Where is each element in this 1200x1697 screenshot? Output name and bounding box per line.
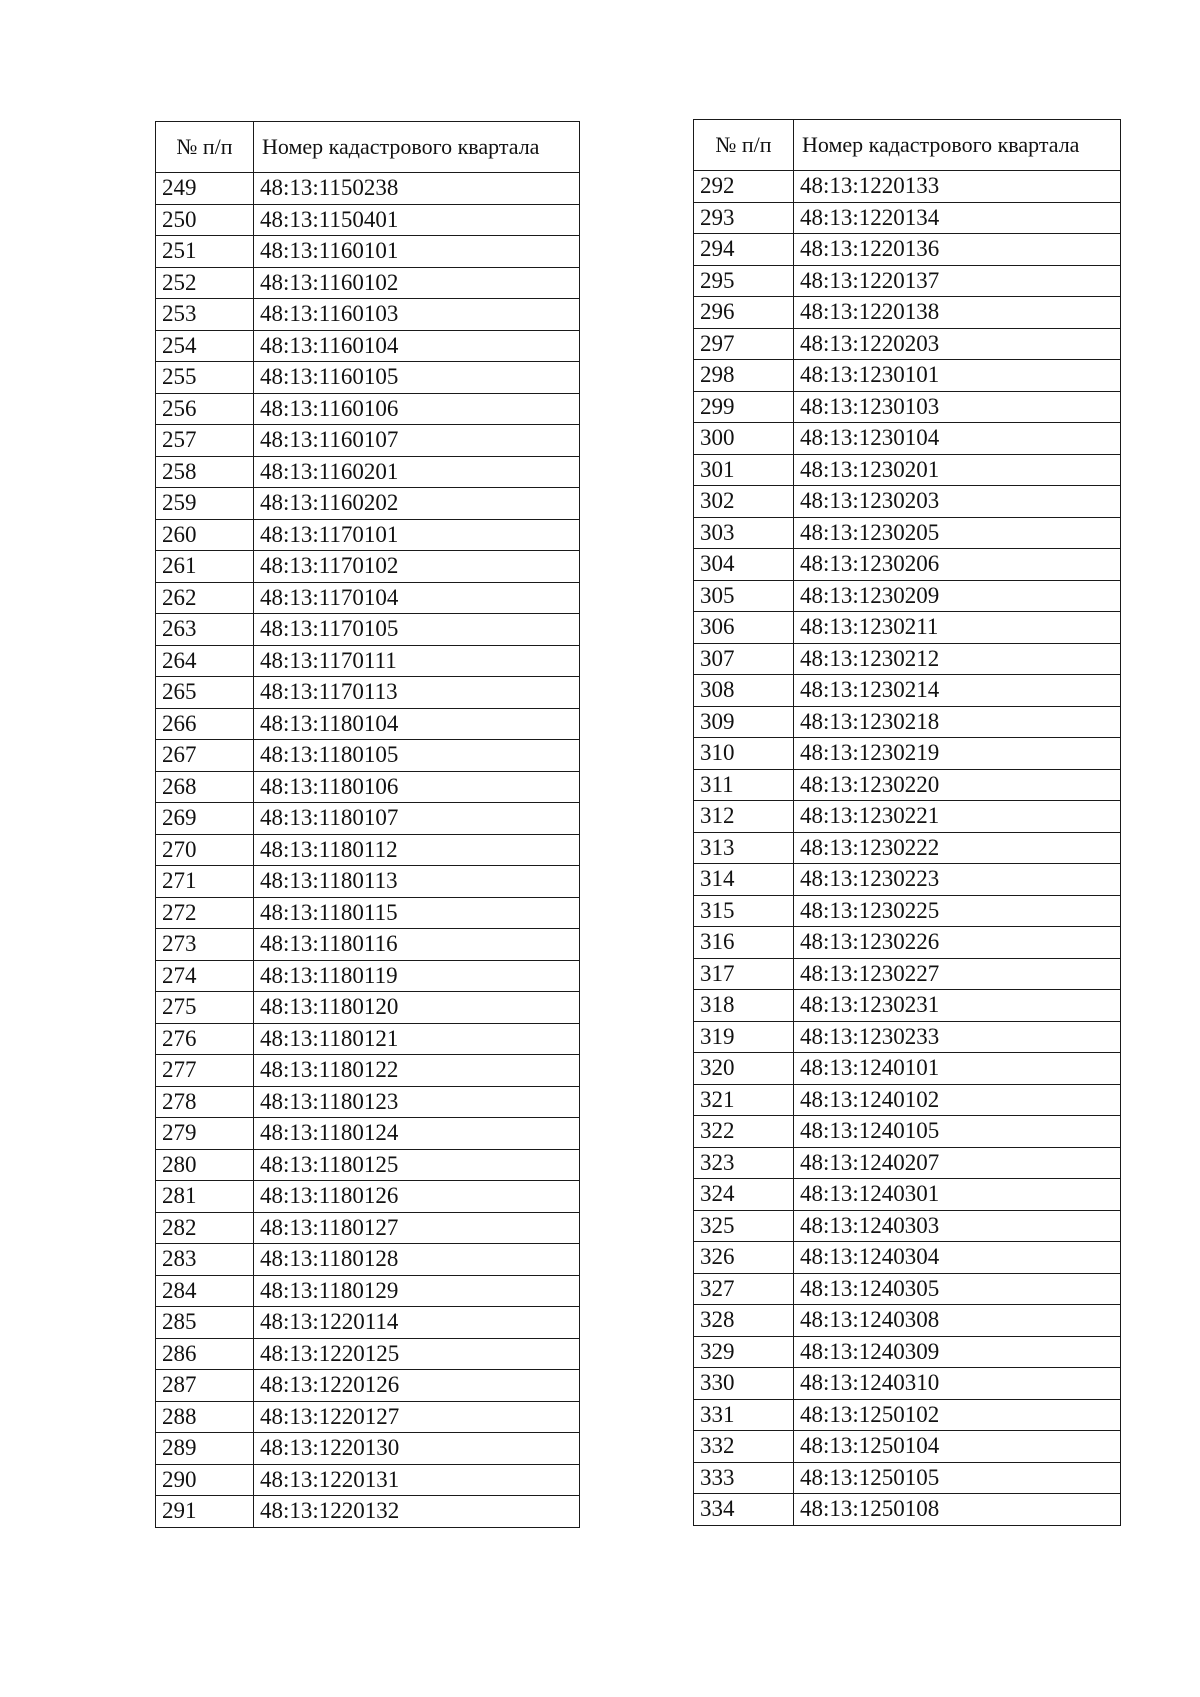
cadastral-number-cell: 48:13:1240207 xyxy=(794,1147,1121,1179)
cadastral-number-cell: 48:13:1220138 xyxy=(794,297,1121,329)
table-row xyxy=(156,803,580,835)
row-number-cell: 323 xyxy=(694,1147,794,1179)
table-row xyxy=(156,173,580,205)
row-number-cell: 249 xyxy=(156,173,254,205)
table-row xyxy=(694,738,1121,770)
row-number-cell: 299 xyxy=(694,391,794,423)
row-number-cell: 317 xyxy=(694,958,794,990)
table-row xyxy=(694,1431,1121,1463)
cadastral-number-cell: 48:13:1240308 xyxy=(794,1305,1121,1337)
cadastral-number-cell: 48:13:1180107 xyxy=(254,803,580,835)
cadastral-number-cell: 48:13:1230223 xyxy=(794,864,1121,896)
cadastral-number-cell: 48:13:1230227 xyxy=(794,958,1121,990)
row-number-cell: 294 xyxy=(694,234,794,266)
row-number-cell: 313 xyxy=(694,832,794,864)
cadastral-number-cell: 48:13:1230233 xyxy=(794,1021,1121,1053)
table-row xyxy=(694,864,1121,896)
row-number-cell: 261 xyxy=(156,551,254,583)
row-number-cell: 253 xyxy=(156,299,254,331)
row-number-cell: 289 xyxy=(156,1433,254,1465)
table-row xyxy=(156,1055,580,1087)
row-number-cell: 310 xyxy=(694,738,794,770)
row-number-cell: 315 xyxy=(694,895,794,927)
cadastral-number-cell: 48:13:1180121 xyxy=(254,1023,580,1055)
row-number-cell: 311 xyxy=(694,769,794,801)
cadastral-number-cell: 48:13:1160202 xyxy=(254,488,580,520)
table-row xyxy=(156,992,580,1024)
row-number-cell: 330 xyxy=(694,1368,794,1400)
row-number-cell: 297 xyxy=(694,328,794,360)
row-number-cell: 331 xyxy=(694,1399,794,1431)
cadastral-number-cell: 48:13:1160101 xyxy=(254,236,580,268)
table-row xyxy=(156,866,580,898)
table-row xyxy=(694,706,1121,738)
table-row xyxy=(694,360,1121,392)
table-row xyxy=(694,454,1121,486)
table-row xyxy=(156,362,580,394)
cadastral-number-cell: 48:13:1170102 xyxy=(254,551,580,583)
cadastral-number-cell: 48:13:1160103 xyxy=(254,299,580,331)
row-number-cell: 264 xyxy=(156,645,254,677)
table-row xyxy=(694,234,1121,266)
cadastral-number-cell: 48:13:1160201 xyxy=(254,456,580,488)
cadastral-number-cell: 48:13:1170113 xyxy=(254,677,580,709)
table-row xyxy=(156,708,580,740)
cadastral-number-cell: 48:13:1160102 xyxy=(254,267,580,299)
cadastral-number-cell: 48:13:1180128 xyxy=(254,1244,580,1276)
table-row xyxy=(694,580,1121,612)
cadastral-number-cell: 48:13:1220127 xyxy=(254,1401,580,1433)
table-row xyxy=(694,1368,1121,1400)
cadastral-number-cell: 48:13:1220125 xyxy=(254,1338,580,1370)
row-number-cell: 287 xyxy=(156,1370,254,1402)
row-number-cell: 282 xyxy=(156,1212,254,1244)
cadastral-number-cell: 48:13:1230219 xyxy=(794,738,1121,770)
row-number-cell: 274 xyxy=(156,960,254,992)
table-row xyxy=(694,895,1121,927)
table-row xyxy=(156,1433,580,1465)
cadastral-number-cell: 48:13:1230203 xyxy=(794,486,1121,518)
table-row xyxy=(156,1181,580,1213)
cadastral-number-cell: 48:13:1220132 xyxy=(254,1496,580,1528)
row-number-cell: 286 xyxy=(156,1338,254,1370)
cadastral-number-cell: 48:13:1230226 xyxy=(794,927,1121,959)
row-number-cell: 320 xyxy=(694,1053,794,1085)
cadastral-number-cell: 48:13:1180123 xyxy=(254,1086,580,1118)
row-number-cell: 267 xyxy=(156,740,254,772)
cadastral-number-cell: 48:13:1180122 xyxy=(254,1055,580,1087)
table-row xyxy=(694,1021,1121,1053)
table-row xyxy=(694,423,1121,455)
cadastral-number-cell: 48:13:1230209 xyxy=(794,580,1121,612)
row-number-cell: 293 xyxy=(694,202,794,234)
cadastral-number-cell: 48:13:1180126 xyxy=(254,1181,580,1213)
cadastral-number-cell: 48:13:1220134 xyxy=(794,202,1121,234)
cadastral-number-cell: 48:13:1170105 xyxy=(254,614,580,646)
table-row xyxy=(694,1336,1121,1368)
row-number-cell: 300 xyxy=(694,423,794,455)
row-number-cell: 284 xyxy=(156,1275,254,1307)
cadastral-number-cell: 48:13:1240309 xyxy=(794,1336,1121,1368)
cadastral-number-cell: 48:13:1230201 xyxy=(794,454,1121,486)
table-row xyxy=(694,1273,1121,1305)
row-number-cell: 268 xyxy=(156,771,254,803)
row-number-cell: 263 xyxy=(156,614,254,646)
table-row xyxy=(694,486,1121,518)
row-number-cell: 327 xyxy=(694,1273,794,1305)
row-number-cell: 288 xyxy=(156,1401,254,1433)
table-row xyxy=(694,517,1121,549)
cadastral-number-cell: 48:13:1180105 xyxy=(254,740,580,772)
cadastral-number-cell: 48:13:1240305 xyxy=(794,1273,1121,1305)
table-row xyxy=(156,425,580,457)
table-row xyxy=(694,202,1121,234)
table-row xyxy=(694,801,1121,833)
table-row xyxy=(694,265,1121,297)
row-number-cell: 314 xyxy=(694,864,794,896)
table-row xyxy=(156,960,580,992)
cadastral-number-cell: 48:13:1250105 xyxy=(794,1462,1121,1494)
cadastral-number-cell: 48:13:1240303 xyxy=(794,1210,1121,1242)
table-row xyxy=(156,897,580,929)
table-row xyxy=(694,769,1121,801)
cadastral-number-cell: 48:13:1180113 xyxy=(254,866,580,898)
table-row xyxy=(156,834,580,866)
table-row xyxy=(694,1242,1121,1274)
cadastral-number-cell: 48:13:1230103 xyxy=(794,391,1121,423)
cadastral-number-cell: 48:13:1230225 xyxy=(794,895,1121,927)
row-number-cell: 278 xyxy=(156,1086,254,1118)
cadastral-number-cell: 48:13:1220203 xyxy=(794,328,1121,360)
row-number-cell: 319 xyxy=(694,1021,794,1053)
cadastral-table-left xyxy=(155,121,580,1528)
cadastral-number-cell: 48:13:1240105 xyxy=(794,1116,1121,1148)
cadastral-number-cell: 48:13:1220131 xyxy=(254,1464,580,1496)
cadastral-number-cell: 48:13:1150238 xyxy=(254,173,580,205)
row-number-cell: 269 xyxy=(156,803,254,835)
table-row xyxy=(694,328,1121,360)
row-number-cell: 272 xyxy=(156,897,254,929)
table-row xyxy=(156,1118,580,1150)
row-number-cell: 259 xyxy=(156,488,254,520)
cadastral-number-cell: 48:13:1160106 xyxy=(254,393,580,425)
table-row xyxy=(694,297,1121,329)
row-number-cell: 270 xyxy=(156,834,254,866)
cadastral-table-right xyxy=(693,119,1121,1526)
table-header-row xyxy=(694,120,1121,171)
row-number-cell: 285 xyxy=(156,1307,254,1339)
cadastral-number-cell: 48:13:1230222 xyxy=(794,832,1121,864)
table-row xyxy=(156,677,580,709)
row-number-cell: 280 xyxy=(156,1149,254,1181)
table-row xyxy=(156,1275,580,1307)
cadastral-number-cell: 48:13:1220136 xyxy=(794,234,1121,266)
table-row xyxy=(694,643,1121,675)
table-row xyxy=(156,456,580,488)
cadastral-number-cell: 48:13:1180115 xyxy=(254,897,580,929)
table-row xyxy=(694,1116,1121,1148)
row-number-cell: 326 xyxy=(694,1242,794,1274)
row-number-cell: 318 xyxy=(694,990,794,1022)
cadastral-number-cell: 48:13:1180106 xyxy=(254,771,580,803)
row-number-cell: 266 xyxy=(156,708,254,740)
row-number-cell: 279 xyxy=(156,1118,254,1150)
table-row xyxy=(694,832,1121,864)
row-number-cell: 316 xyxy=(694,927,794,959)
row-number-cell: 322 xyxy=(694,1116,794,1148)
cadastral-number-cell: 48:13:1240301 xyxy=(794,1179,1121,1211)
table-body xyxy=(694,171,1121,1526)
cadastral-number-cell: 48:13:1180112 xyxy=(254,834,580,866)
table-row xyxy=(694,1305,1121,1337)
cadastral-number-cell: 48:13:1230214 xyxy=(794,675,1121,707)
row-number-cell: 304 xyxy=(694,549,794,581)
column-header-cadastral-number: Номер кадастрового квартала xyxy=(254,122,580,173)
cadastral-number-cell: 48:13:1220133 xyxy=(794,171,1121,203)
cadastral-number-cell: 48:13:1220126 xyxy=(254,1370,580,1402)
table-row xyxy=(694,1494,1121,1526)
table-row xyxy=(156,1244,580,1276)
row-number-cell: 271 xyxy=(156,866,254,898)
cadastral-number-cell: 48:13:1150401 xyxy=(254,204,580,236)
row-number-cell: 257 xyxy=(156,425,254,457)
row-number-cell: 296 xyxy=(694,297,794,329)
cadastral-number-cell: 48:13:1170111 xyxy=(254,645,580,677)
table-row xyxy=(694,927,1121,959)
cadastral-number-cell: 48:13:1220137 xyxy=(794,265,1121,297)
cadastral-number-cell: 48:13:1230212 xyxy=(794,643,1121,675)
table-row xyxy=(156,1212,580,1244)
table-row xyxy=(156,299,580,331)
table-row xyxy=(156,1370,580,1402)
table-row xyxy=(156,488,580,520)
table-row xyxy=(694,675,1121,707)
table-row xyxy=(156,204,580,236)
row-number-cell: 308 xyxy=(694,675,794,707)
cadastral-number-cell: 48:13:1240310 xyxy=(794,1368,1121,1400)
row-number-cell: 281 xyxy=(156,1181,254,1213)
row-number-cell: 328 xyxy=(694,1305,794,1337)
row-number-cell: 265 xyxy=(156,677,254,709)
row-number-cell: 309 xyxy=(694,706,794,738)
table-row xyxy=(156,1338,580,1370)
table-row xyxy=(156,740,580,772)
table-row xyxy=(156,1149,580,1181)
cadastral-number-cell: 48:13:1220114 xyxy=(254,1307,580,1339)
row-number-cell: 283 xyxy=(156,1244,254,1276)
cadastral-number-cell: 48:13:1180104 xyxy=(254,708,580,740)
cadastral-number-cell: 48:13:1230206 xyxy=(794,549,1121,581)
cadastral-number-cell: 48:13:1180129 xyxy=(254,1275,580,1307)
column-header-number: № п/п xyxy=(156,122,254,173)
cadastral-number-cell: 48:13:1230220 xyxy=(794,769,1121,801)
row-number-cell: 275 xyxy=(156,992,254,1024)
column-header-cadastral-number: Номер кадастрового квартала xyxy=(794,120,1121,171)
cadastral-number-cell: 48:13:1240101 xyxy=(794,1053,1121,1085)
cadastral-number-cell: 48:13:1180120 xyxy=(254,992,580,1024)
cadastral-number-cell: 48:13:1230218 xyxy=(794,706,1121,738)
row-number-cell: 291 xyxy=(156,1496,254,1528)
row-number-cell: 305 xyxy=(694,580,794,612)
row-number-cell: 303 xyxy=(694,517,794,549)
row-number-cell: 290 xyxy=(156,1464,254,1496)
row-number-cell: 298 xyxy=(694,360,794,392)
table-row xyxy=(694,1399,1121,1431)
row-number-cell: 324 xyxy=(694,1179,794,1211)
row-number-cell: 250 xyxy=(156,204,254,236)
table-row xyxy=(156,330,580,362)
table-row xyxy=(156,1307,580,1339)
cadastral-number-cell: 48:13:1220130 xyxy=(254,1433,580,1465)
table-row xyxy=(694,990,1121,1022)
table-row xyxy=(156,582,580,614)
cadastral-number-cell: 48:13:1170101 xyxy=(254,519,580,551)
table-row xyxy=(694,549,1121,581)
row-number-cell: 256 xyxy=(156,393,254,425)
row-number-cell: 295 xyxy=(694,265,794,297)
cadastral-number-cell: 48:13:1250108 xyxy=(794,1494,1121,1526)
row-number-cell: 262 xyxy=(156,582,254,614)
table-row xyxy=(156,1496,580,1528)
cadastral-number-cell: 48:13:1230231 xyxy=(794,990,1121,1022)
row-number-cell: 302 xyxy=(694,486,794,518)
table-row xyxy=(694,1210,1121,1242)
table-body xyxy=(156,173,580,1528)
table-row xyxy=(694,1053,1121,1085)
row-number-cell: 277 xyxy=(156,1055,254,1087)
cadastral-number-cell: 48:13:1240304 xyxy=(794,1242,1121,1274)
column-header-number: № п/п xyxy=(694,120,794,171)
row-number-cell: 334 xyxy=(694,1494,794,1526)
table-row xyxy=(694,612,1121,644)
cadastral-number-cell: 48:13:1160104 xyxy=(254,330,580,362)
row-number-cell: 258 xyxy=(156,456,254,488)
cadastral-number-cell: 48:13:1240102 xyxy=(794,1084,1121,1116)
cadastral-number-cell: 48:13:1160105 xyxy=(254,362,580,394)
table-row xyxy=(156,393,580,425)
table-row xyxy=(156,236,580,268)
cadastral-number-cell: 48:13:1160107 xyxy=(254,425,580,457)
cadastral-number-cell: 48:13:1230211 xyxy=(794,612,1121,644)
table-row xyxy=(156,519,580,551)
table-row xyxy=(156,1464,580,1496)
row-number-cell: 333 xyxy=(694,1462,794,1494)
table-row xyxy=(694,1179,1121,1211)
cadastral-number-cell: 48:13:1170104 xyxy=(254,582,580,614)
cadastral-number-cell: 48:13:1230205 xyxy=(794,517,1121,549)
row-number-cell: 301 xyxy=(694,454,794,486)
table-row xyxy=(156,267,580,299)
row-number-cell: 332 xyxy=(694,1431,794,1463)
row-number-cell: 312 xyxy=(694,801,794,833)
table-row xyxy=(694,1147,1121,1179)
cadastral-number-cell: 48:13:1250104 xyxy=(794,1431,1121,1463)
cadastral-number-cell: 48:13:1180127 xyxy=(254,1212,580,1244)
row-number-cell: 273 xyxy=(156,929,254,961)
cadastral-number-cell: 48:13:1230104 xyxy=(794,423,1121,455)
row-number-cell: 329 xyxy=(694,1336,794,1368)
table-row xyxy=(156,929,580,961)
cadastral-number-cell: 48:13:1250102 xyxy=(794,1399,1121,1431)
row-number-cell: 325 xyxy=(694,1210,794,1242)
table-row xyxy=(156,645,580,677)
row-number-cell: 251 xyxy=(156,236,254,268)
cadastral-number-cell: 48:13:1180125 xyxy=(254,1149,580,1181)
table-row xyxy=(694,391,1121,423)
row-number-cell: 254 xyxy=(156,330,254,362)
table-row xyxy=(156,1086,580,1118)
row-number-cell: 307 xyxy=(694,643,794,675)
table-header-row xyxy=(156,122,580,173)
cadastral-number-cell: 48:13:1180119 xyxy=(254,960,580,992)
table-row xyxy=(156,551,580,583)
table-row xyxy=(156,771,580,803)
table-row xyxy=(694,171,1121,203)
table-row xyxy=(156,1401,580,1433)
row-number-cell: 292 xyxy=(694,171,794,203)
row-number-cell: 306 xyxy=(694,612,794,644)
cadastral-number-cell: 48:13:1230101 xyxy=(794,360,1121,392)
row-number-cell: 255 xyxy=(156,362,254,394)
row-number-cell: 276 xyxy=(156,1023,254,1055)
table-row xyxy=(694,1084,1121,1116)
cadastral-number-cell: 48:13:1230221 xyxy=(794,801,1121,833)
table-row xyxy=(694,958,1121,990)
cadastral-number-cell: 48:13:1180124 xyxy=(254,1118,580,1150)
row-number-cell: 321 xyxy=(694,1084,794,1116)
row-number-cell: 252 xyxy=(156,267,254,299)
table-row xyxy=(156,1023,580,1055)
table-row xyxy=(694,1462,1121,1494)
row-number-cell: 260 xyxy=(156,519,254,551)
cadastral-number-cell: 48:13:1180116 xyxy=(254,929,580,961)
table-row xyxy=(156,614,580,646)
